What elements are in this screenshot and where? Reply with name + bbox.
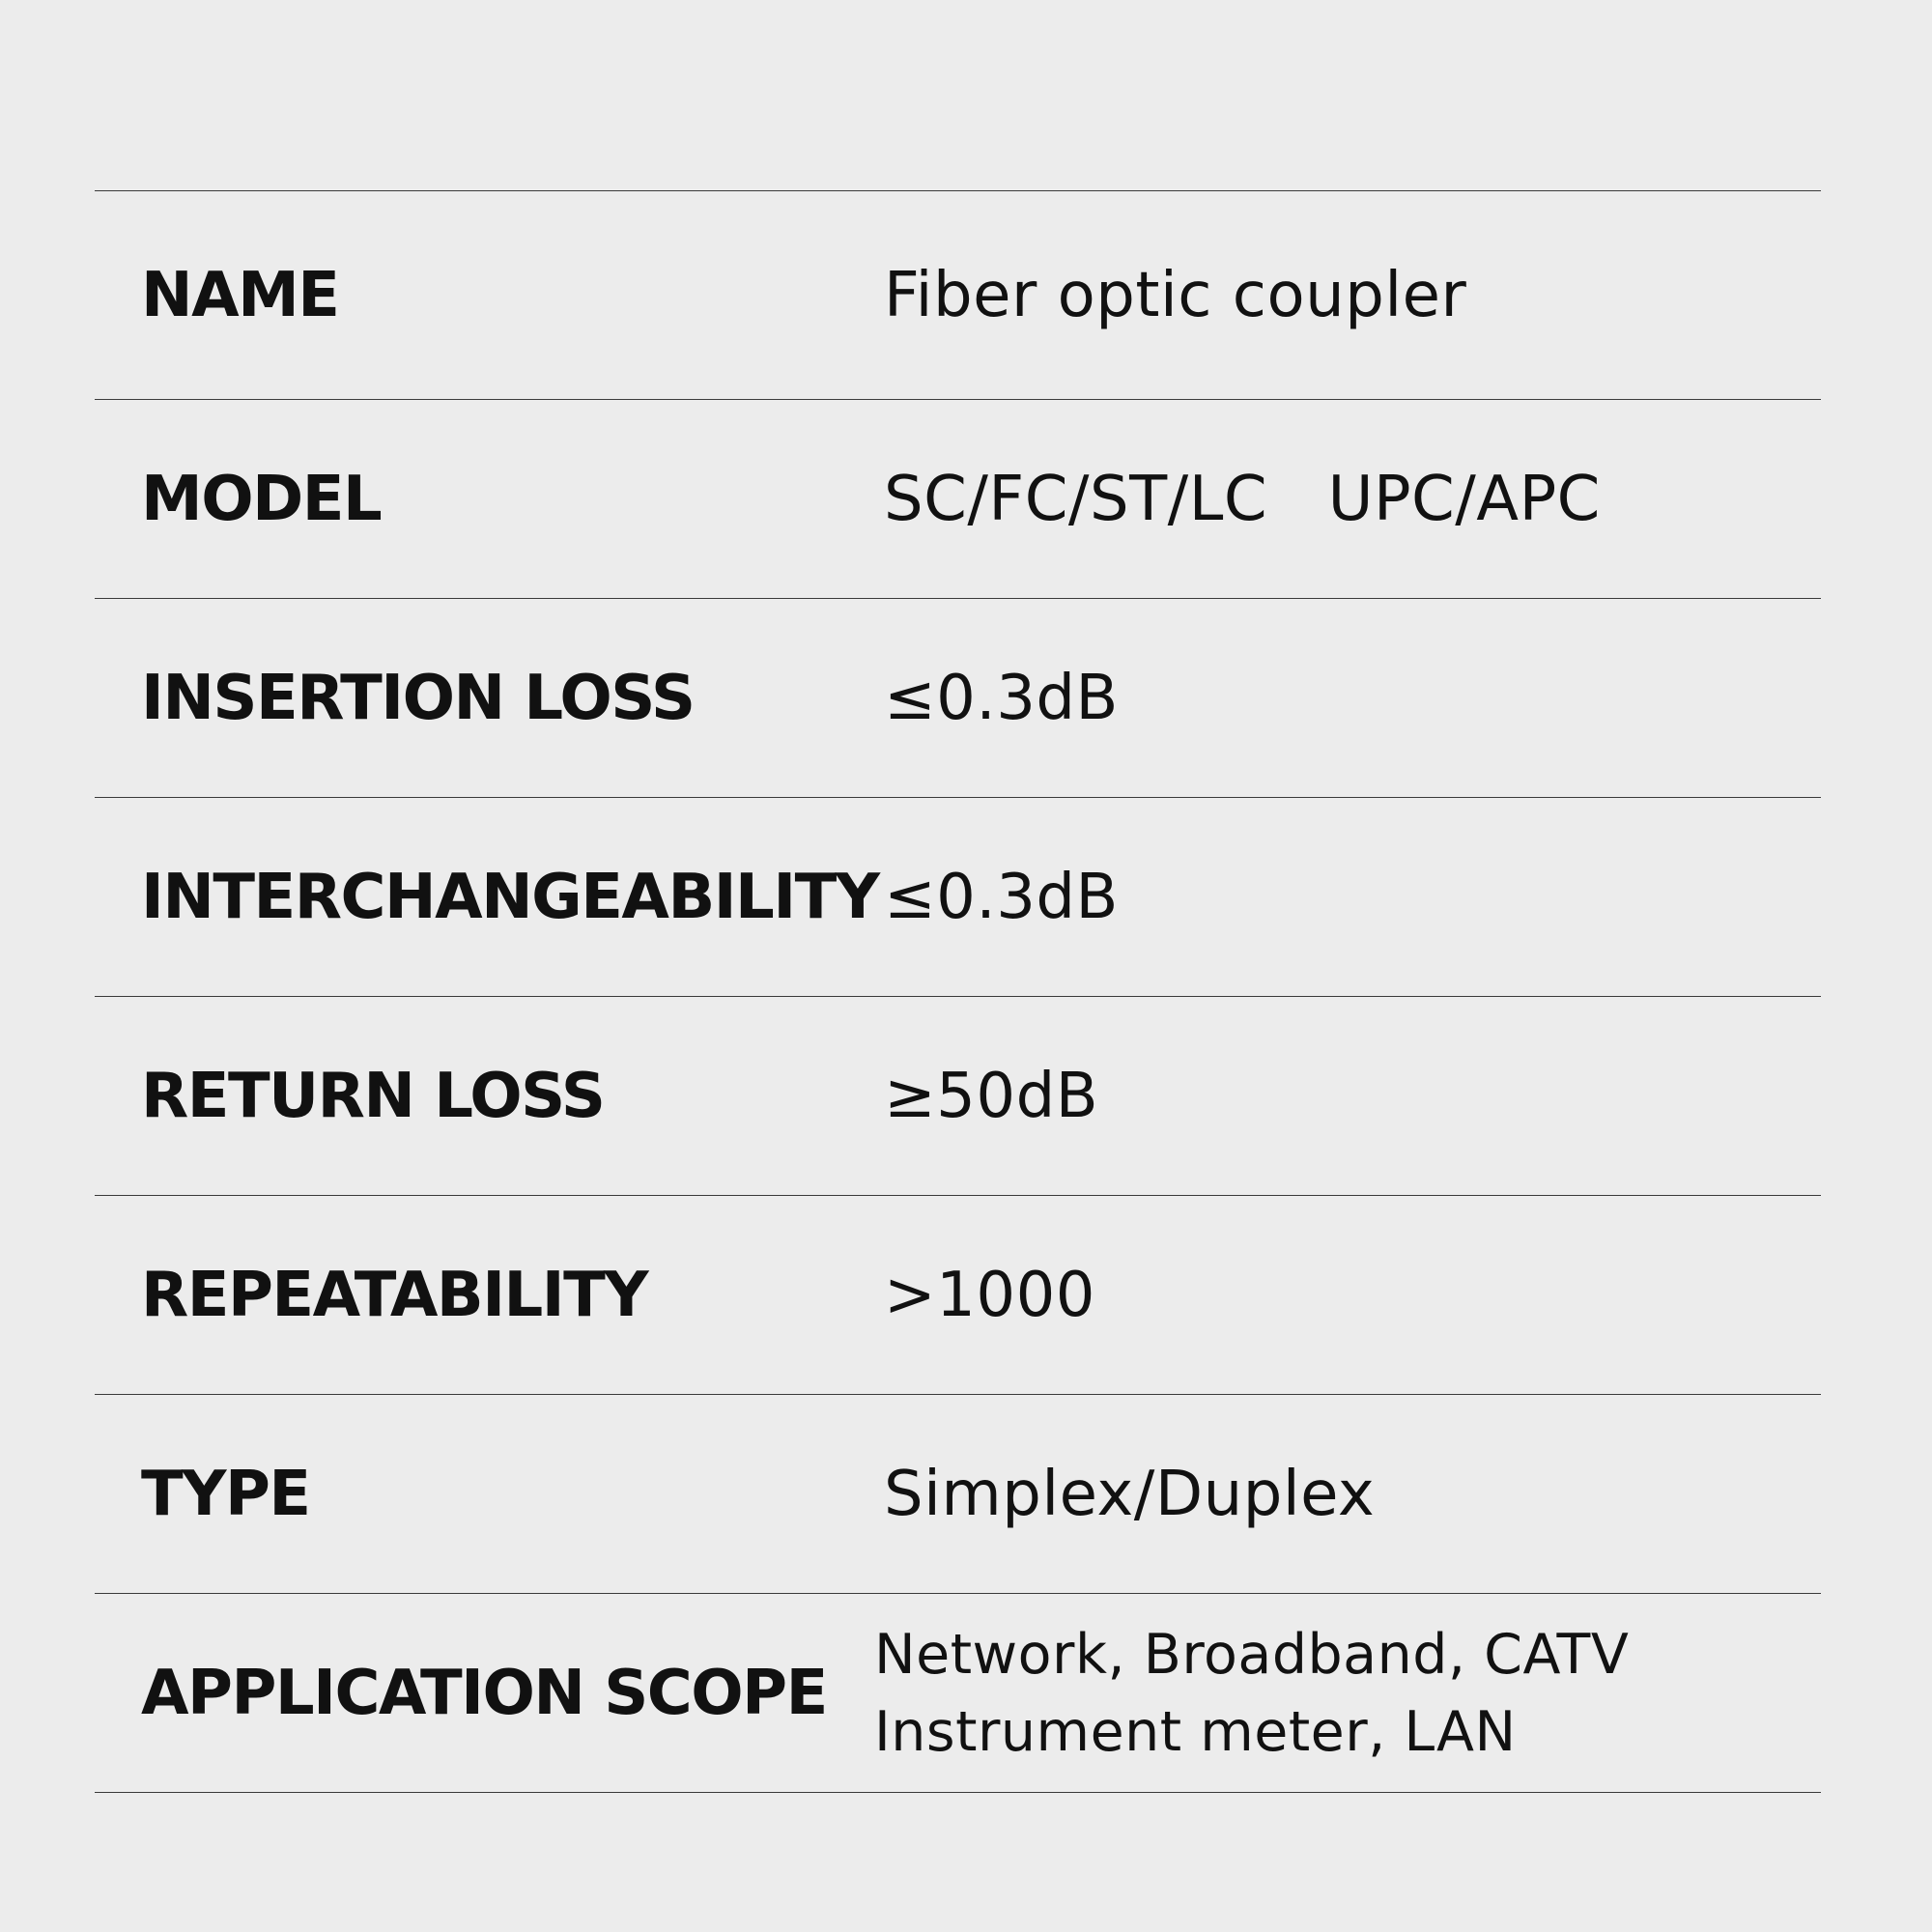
spec-row-return-loss bbox=[95, 997, 1821, 1196]
spec-value: Fiber optic coupler bbox=[884, 259, 1467, 331]
spec-value: ≥50dB bbox=[884, 1060, 1099, 1132]
spec-value: Simplex/Duplex bbox=[884, 1458, 1376, 1530]
spec-value-line: Network, Broadband, CATV bbox=[874, 1622, 1630, 1687]
spec-label: NAME bbox=[141, 259, 339, 331]
spec-table bbox=[95, 190, 1821, 1793]
spec-row-application-scope bbox=[95, 1594, 1821, 1793]
spec-label: APPLICATION SCOPE bbox=[141, 1657, 827, 1729]
spec-label: REPEATABILITY bbox=[141, 1259, 648, 1331]
spec-row-name bbox=[95, 191, 1821, 400]
spec-value bbox=[874, 1616, 1629, 1771]
spec-row-insertion-loss bbox=[95, 599, 1821, 798]
spec-label: MODEL bbox=[141, 463, 382, 535]
spec-value: SC/FC/ST/LC UPC/APC bbox=[884, 463, 1601, 535]
spec-value-line: Instrument meter, LAN bbox=[874, 1699, 1517, 1764]
spec-row-type bbox=[95, 1395, 1821, 1594]
spec-label: TYPE bbox=[141, 1458, 310, 1530]
spec-value: ≤0.3dB bbox=[884, 861, 1119, 933]
spec-value: ≤0.3dB bbox=[884, 662, 1119, 734]
spec-label: RETURN LOSS bbox=[141, 1060, 605, 1132]
spec-value: >1000 bbox=[884, 1259, 1095, 1331]
spec-row-interchangeability bbox=[95, 798, 1821, 997]
spec-row-repeatability bbox=[95, 1196, 1821, 1395]
spec-label: INSERTION LOSS bbox=[141, 662, 695, 734]
spec-row-model bbox=[95, 400, 1821, 599]
spec-label: INTERCHANGEABILITY bbox=[141, 861, 879, 933]
